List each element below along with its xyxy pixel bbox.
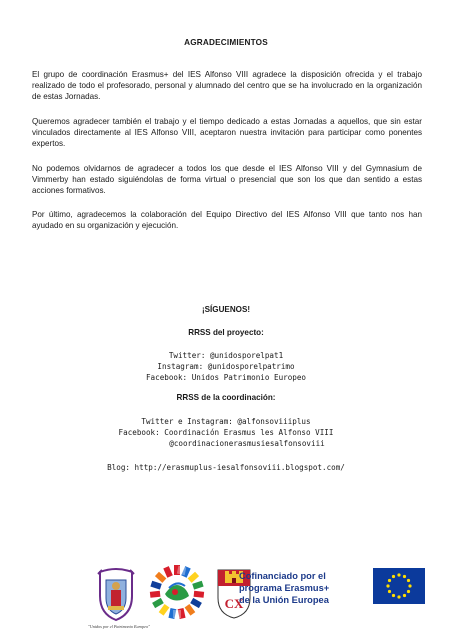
project-social-list bbox=[0, 350, 452, 383]
unidos-patrimonio-logo bbox=[146, 562, 208, 622]
paragraph-3: No podemos olvidarnos de agradecer a todos los que desde el IES Alfonso VIII y del Gymnasium de Vimmerby han estado siguiéndolas de forma virtual o presencial que son los que dan sentido a estas acciones formativos. bbox=[32, 164, 422, 196]
blog-link[interactable]: Blog: http://erasmuplus-iesalfonsoviii.blogspot.com/ bbox=[107, 463, 345, 472]
logo-caption: "Unidos por el Patrimonio Europeo" bbox=[88, 624, 150, 629]
follow-heading: ¡SÍGUENOS! bbox=[201, 305, 251, 314]
coord-twitter-instagram: Twitter e Instagram: @alfonsoviiiplus bbox=[141, 417, 311, 426]
paragraph-2: Queremos agradecer también el trabajo y el tiempo dedicado a estas Jornadas a aquellos, que sin estar vinculados directamente al IES Alfonso VIII, aceptaron nuestra invitación para participar como ponentes expertos. bbox=[32, 117, 422, 149]
project-instagram: Instagram: @unidosporelpatrimo bbox=[157, 362, 295, 371]
svg-text:CX: CX bbox=[224, 596, 244, 611]
coord-social-list bbox=[0, 416, 452, 449]
cofinanced-line-1: Cofinanciado por el bbox=[239, 571, 326, 581]
erasmus-cofinance-block bbox=[239, 566, 429, 622]
cofinanced-text bbox=[239, 570, 365, 606]
project-twitter: Twitter: @unidosporelpat1 bbox=[168, 351, 284, 360]
eu-flag-icon bbox=[373, 568, 425, 604]
coord-facebook-handle: @coordinacionerasmusiesalfonsoviii bbox=[169, 439, 325, 448]
paragraph-4: Por último, agradecemos la colaboración del Equipo Directivo del IES Alfonso VIII que tanto nos han ayudado en su organización y ejecución. bbox=[32, 210, 422, 231]
page-title: AGRADECIMIENTOS bbox=[184, 38, 268, 47]
school-shield-logo bbox=[94, 566, 138, 622]
coord-social-heading: RRSS de la coordinación: bbox=[176, 393, 276, 402]
cofinanced-line-3: de la Unión Europea bbox=[239, 595, 329, 605]
paragraph-1: El grupo de coordinación Erasmus+ del IES Alfonso VIII agradece la disposición ofrecida y el trabajo realizado de todo el profesorado, personal y alumnado del centro que se ha involucrado en la organización de estas Jornadas. bbox=[32, 70, 422, 102]
project-facebook: Facebook: Unidos Patrimonio Europeo bbox=[145, 373, 306, 382]
coord-facebook: Facebook: Coordinación Erasmus les Alfonso VIII bbox=[118, 428, 334, 437]
cofinanced-line-2: programa Erasmus+ bbox=[239, 583, 330, 593]
project-social-heading: RRSS del proyecto: bbox=[188, 328, 264, 337]
